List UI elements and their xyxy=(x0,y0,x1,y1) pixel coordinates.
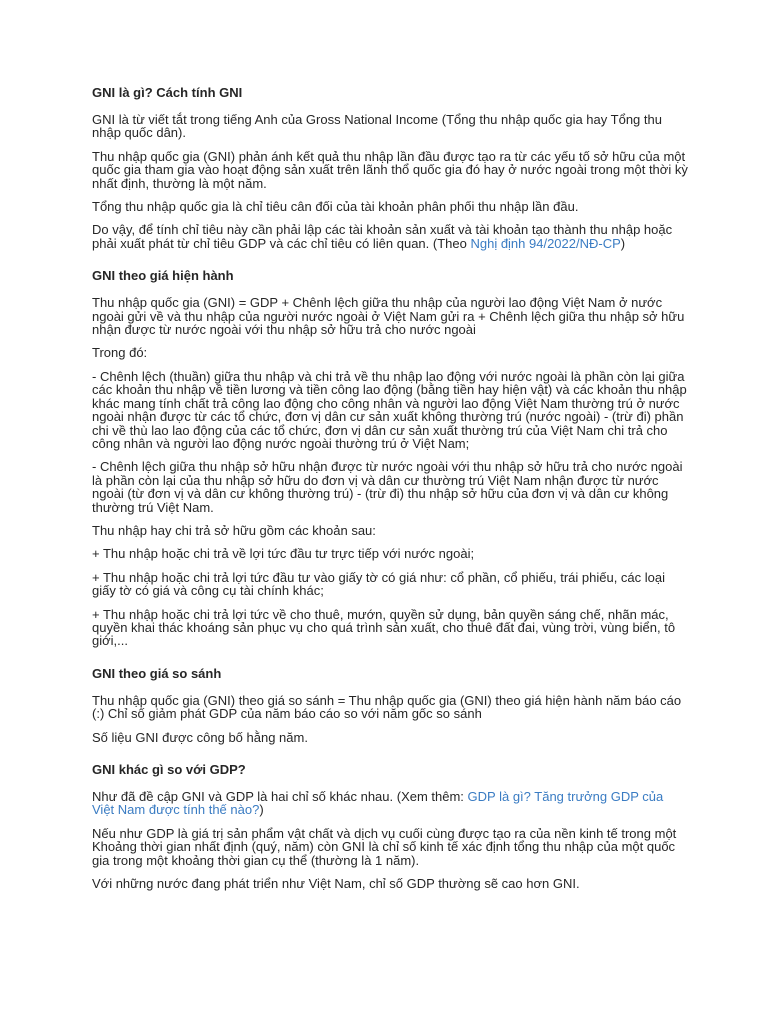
paragraph-text: Như đã đề cập GNI và GDP là hai chỉ số khác nhau. (Xem thêm: xyxy=(92,789,468,804)
section-heading-current-price: GNI theo giá hiện hành xyxy=(92,268,234,284)
paragraph: + Thu nhập hoặc chi trả lợi tức về cho thuê, mướn, quyền sử dụng, bản quyền sáng chế, nhãn mác, quyền khai thác khoáng sản phục vụ cho quá trình sản xuất, cho thuê đất đai, vùng trời, vùng biển, tô giới,... xyxy=(92,606,676,649)
paragraph: - Chênh lệch giữa thu nhập sở hữu nhận được từ nước ngoài với thu nhập sở hữu trả cho nước ngoài là phần còn lại của thu nhập sở hữu do đơn vị và dân cư thường trú Việt Nam nhận được từ nước ngoài (từ đơn vị và dân cư không thường trú) - (trừ đi) thu nhập sở hữu của đơn vị và dân cư không thường trú Việt Nam. xyxy=(92,459,683,515)
paragraph-with-link xyxy=(92,223,688,250)
gdp-article-link[interactable]: GDP là gì? Tăng trưởng GDP của Việt Nam được tính thế nào? xyxy=(92,789,664,818)
paragraph: GNI là từ viết tắt trong tiếng Anh của Gross National Income (Tổng thu nhập quốc gia hay Tổng thu nhập quốc dân). xyxy=(92,112,662,141)
section-heading-what-is-gni: GNI là gì? Cách tính GNI xyxy=(92,85,243,100)
paragraph-text: ) xyxy=(259,802,264,818)
paragraph: Nếu như GDP là giá trị sản phẩm vật chất và dịch vụ cuối cùng được tạo ra của nền kinh tế trong một Khoảng thời gian nhất định (quý, năm) còn GNI là chỉ số kinh tế xác định tổng thu nhập của một quốc gia trong một khoảng thời gian cụ thể (thường là 1 năm). xyxy=(92,825,677,868)
paragraph: Thu nhập quốc gia (GNI) phản ánh kết quả thu nhập lần đầu được tạo ra từ các yếu tố sở hữu của một quốc gia tham gia vào hoạt động sản xuất trên lãnh thổ quốc gia đó hay ở nước ngoài trong một thời kỳ nhất định, thường là một năm. xyxy=(92,148,688,191)
paragraph: Thu nhập quốc gia (GNI) = GDP + Chênh lệch giữa thu nhập của người lao động Việt Nam ở nước ngoài gửi về và thu nhập của người nước ngoài ở Việt Nam gửi ra + Chênh lệch giữa thu nhập sở hữu nhận được từ nước ngoài với thu nhập sở hữu trả cho nước ngoài xyxy=(92,295,685,338)
paragraph: Với những nước đang phát triển như Việt Nam, chỉ số GDP thường sẽ cao hơn GNI. xyxy=(92,876,580,892)
paragraph: Thu nhập quốc gia (GNI) theo giá so sánh = Thu nhập quốc gia (GNI) theo giá hiện hành năm báo cáo (:) Chỉ số giảm phát GDP của năm báo cáo so với năm gốc so sánh xyxy=(92,692,682,722)
decree-link[interactable]: Nghị định 94/2022/NĐ-CP xyxy=(470,235,621,251)
paragraph: Trong đó: xyxy=(92,345,148,361)
paragraph-text: ) xyxy=(620,235,626,251)
paragraph: Số liệu GNI được công bố hằng năm. xyxy=(92,729,308,745)
paragraph-with-link xyxy=(92,790,688,817)
paragraph: - Chênh lệch (thuần) giữa thu nhập và chi trả về thu nhập lao động với nước ngoài là phần còn lại giữa các khoản thu nhập về tiền lương và tiền công lao động (bằng tiền hay hiện vật) và các khoản thu nhập khác mang tính chất trả công lao động cho công nhân và người lao động Việt Nam thường trú ở nước ngoài nhận được từ các tổ chức, đơn vị dân cư sản xuất không thường trú (nước ngoài) - (trừ đi) phần chi về thù lao lao động của các tổ chức, đơn vị dân cư sản xuất thường trú của Việt Nam chi trả cho công nhân và người lao động nước ngoài thường trú ở Việt Nam; xyxy=(92,368,687,451)
paragraph: Tổng thu nhập quốc gia là chỉ tiêu cân đối của tài khoản phân phối thu nhập lần đầu. xyxy=(92,199,579,215)
section-heading-comparative-price: GNI theo giá so sánh xyxy=(92,665,222,681)
section-heading-gni-vs-gdp: GNI khác gì so với GDP? xyxy=(92,762,246,777)
paragraph-text: Do vậy, để tính chỉ tiêu này cần phải lập các tài khoản sản xuất và tài khoản tạo thành thu nhập hoặc phải xuất phát từ chỉ tiêu GDP và các chỉ tiêu có liên quan. (Theo xyxy=(92,222,673,251)
paragraph: + Thu nhập hoặc chi trả lợi tức đầu tư vào giấy tờ có giá như: cổ phần, cổ phiếu, trái phiếu, các loại giấy tờ có giá và công cụ tài chính khác; xyxy=(92,569,666,599)
paragraph: Thu nhập hay chi trả sở hữu gồm các khoản sau: xyxy=(92,522,376,538)
paragraph: + Thu nhập hoặc chi trả về lợi tức đầu tư trực tiếp với nước ngoài; xyxy=(92,546,475,562)
